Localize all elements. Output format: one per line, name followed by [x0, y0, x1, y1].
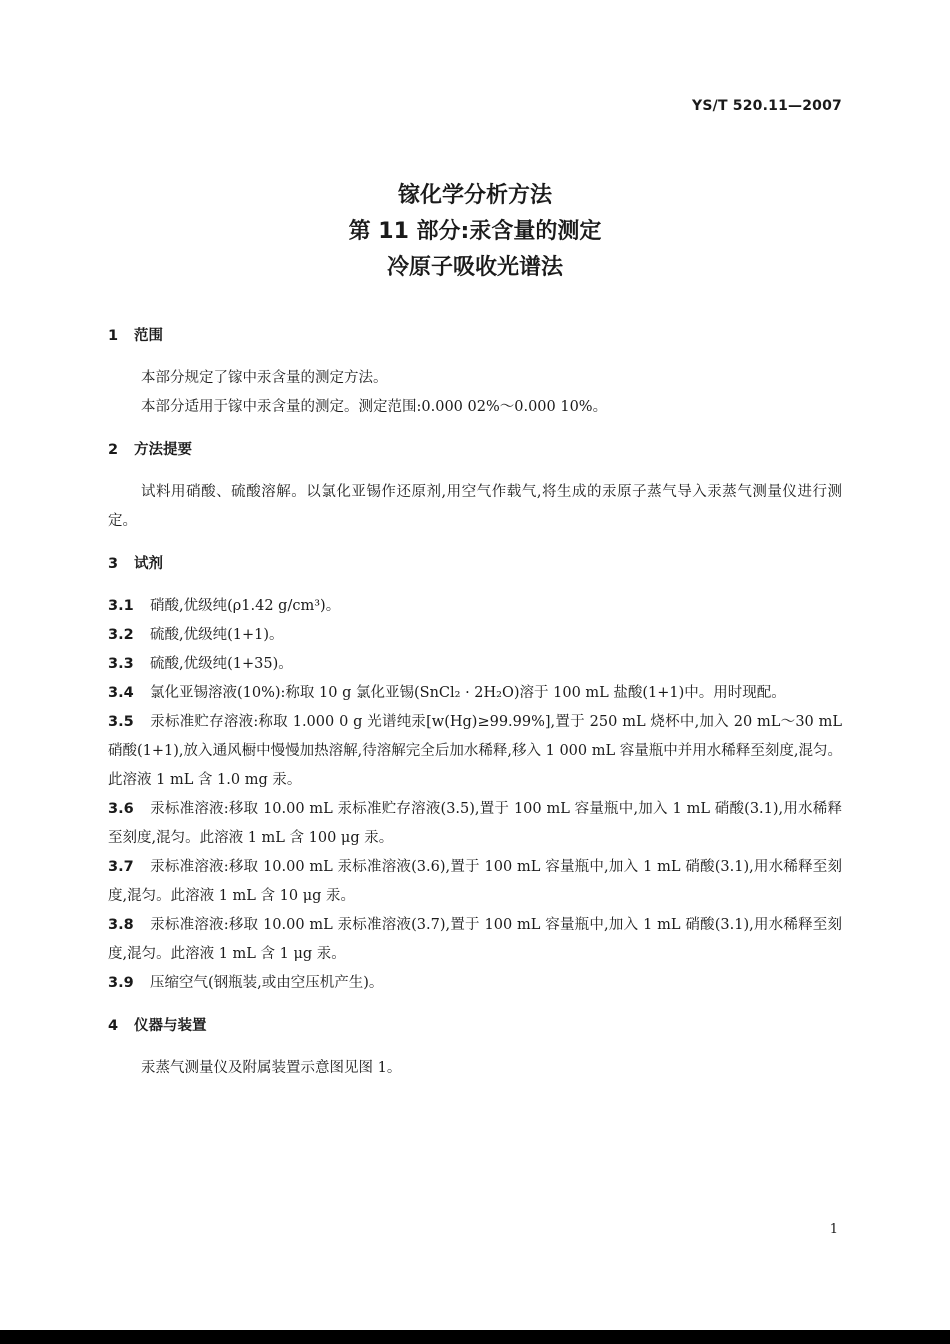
item-text: 汞标准溶液:移取 10.00 mL 汞标准溶液(3.6),置于 100 mL 容量瓶中,加入 1 mL 硝酸(3.1),用水稀释至刻度,混匀。此溶液 1 mL 含 10 μg 汞。: [108, 859, 842, 904]
reagent-item: [108, 592, 842, 621]
paragraph: 试料用硝酸、硫酸溶解。以氯化亚锡作还原剂,用空气作载气,将生成的汞原子蒸气导入汞蒸气测量仪进行测定。: [108, 484, 842, 529]
section-number: 1: [108, 328, 119, 344]
item-number: 3.8: [108, 917, 134, 933]
reagent-item: [108, 650, 842, 679]
title-line-1: 镓化学分析方法: [397, 183, 552, 208]
section-title: 方法提要: [134, 442, 192, 458]
title-line-3: 冷原子吸收光谱法: [386, 255, 563, 280]
item-number: 3.1: [108, 598, 134, 614]
item-text: 硫酸,优级纯(1+1)。: [150, 627, 284, 643]
item-text: 汞标准溶液:移取 10.00 mL 汞标准贮存溶液(3.5),置于 100 mL 容量瓶中,加入 1 mL 硝酸(3.1),用水稀释至刻度,混匀。此溶液 1 mL 含 100 μg 汞。: [108, 801, 842, 846]
section-title: 范围: [134, 328, 163, 344]
section-number: 3: [108, 556, 119, 572]
reagent-item: [108, 679, 842, 708]
item-number: 3.4: [108, 685, 134, 701]
item-text: 硫酸,优级纯(1+35)。: [150, 656, 293, 672]
item-text: 氯化亚锡溶液(10%):称取 10 g 氯化亚锡(SnCl₂ · 2H₂O)溶于 100 mL 盐酸(1+1)中。用时现配。: [150, 685, 786, 701]
reagent-item: [108, 853, 842, 911]
reagent-item: [108, 621, 842, 650]
title-line-2: 第 11 部分:汞含量的测定: [348, 219, 602, 244]
document-body: [108, 322, 842, 1083]
item-text: 压缩空气(钢瓶装,或由空压机产生)。: [150, 975, 384, 991]
reagent-item: [108, 969, 842, 998]
document-code: YS/T 520.11—2007: [692, 98, 842, 114]
item-number: 3.2: [108, 627, 134, 643]
item-number: 3.9: [108, 975, 134, 991]
section-heading-reagents: [108, 550, 842, 578]
item-text: 汞标准溶液:移取 10.00 mL 汞标准溶液(3.7),置于 100 mL 容量瓶中,加入 1 mL 硝酸(3.1),用水稀释至刻度,混匀。此溶液 1 mL 含 1 μg 汞。: [108, 917, 842, 962]
document-title: [0, 178, 950, 286]
section-title: 试剂: [134, 556, 163, 572]
section-number: 4: [108, 1018, 119, 1034]
item-number: 3.5: [108, 714, 134, 730]
reagent-item: [108, 708, 842, 795]
item-text: 汞标准贮存溶液:称取 1.000 0 g 光谱纯汞[w(Hg)≥99.99%],置于 250 mL 烧杯中,加入 20 mL～30 mL 硝酸(1+1),放入通风橱中慢慢加热溶解,待溶解完全后加水稀释,移入 1 000 mL 容量瓶中并用水稀释至刻度,混匀。此溶液 1 mL 含 1.0 mg 汞。: [108, 714, 842, 788]
section-heading-principle: [108, 436, 842, 464]
reagent-item: [108, 795, 842, 853]
item-number: 3.7: [108, 859, 134, 875]
item-text: 硝酸,优级纯(ρ1.42 g/cm³)。: [150, 598, 341, 614]
bottom-border: [0, 1330, 950, 1344]
section-heading-apparatus: [108, 1012, 842, 1040]
section-heading-scope: [108, 322, 842, 350]
reagent-item: [108, 911, 842, 969]
section-title: 仪器与装置: [134, 1018, 207, 1034]
section-number: 2: [108, 442, 119, 458]
paragraph: 汞蒸气测量仪及附属装置示意图见图 1。: [141, 1060, 402, 1076]
item-number: 3.3: [108, 656, 134, 672]
paragraph: 本部分规定了镓中汞含量的测定方法。: [141, 370, 388, 386]
page-number: 1: [829, 1222, 838, 1237]
paragraph: 本部分适用于镓中汞含量的测定。测定范围:0.000 02%～0.000 10%。: [141, 399, 608, 415]
item-number: 3.6: [108, 801, 134, 817]
